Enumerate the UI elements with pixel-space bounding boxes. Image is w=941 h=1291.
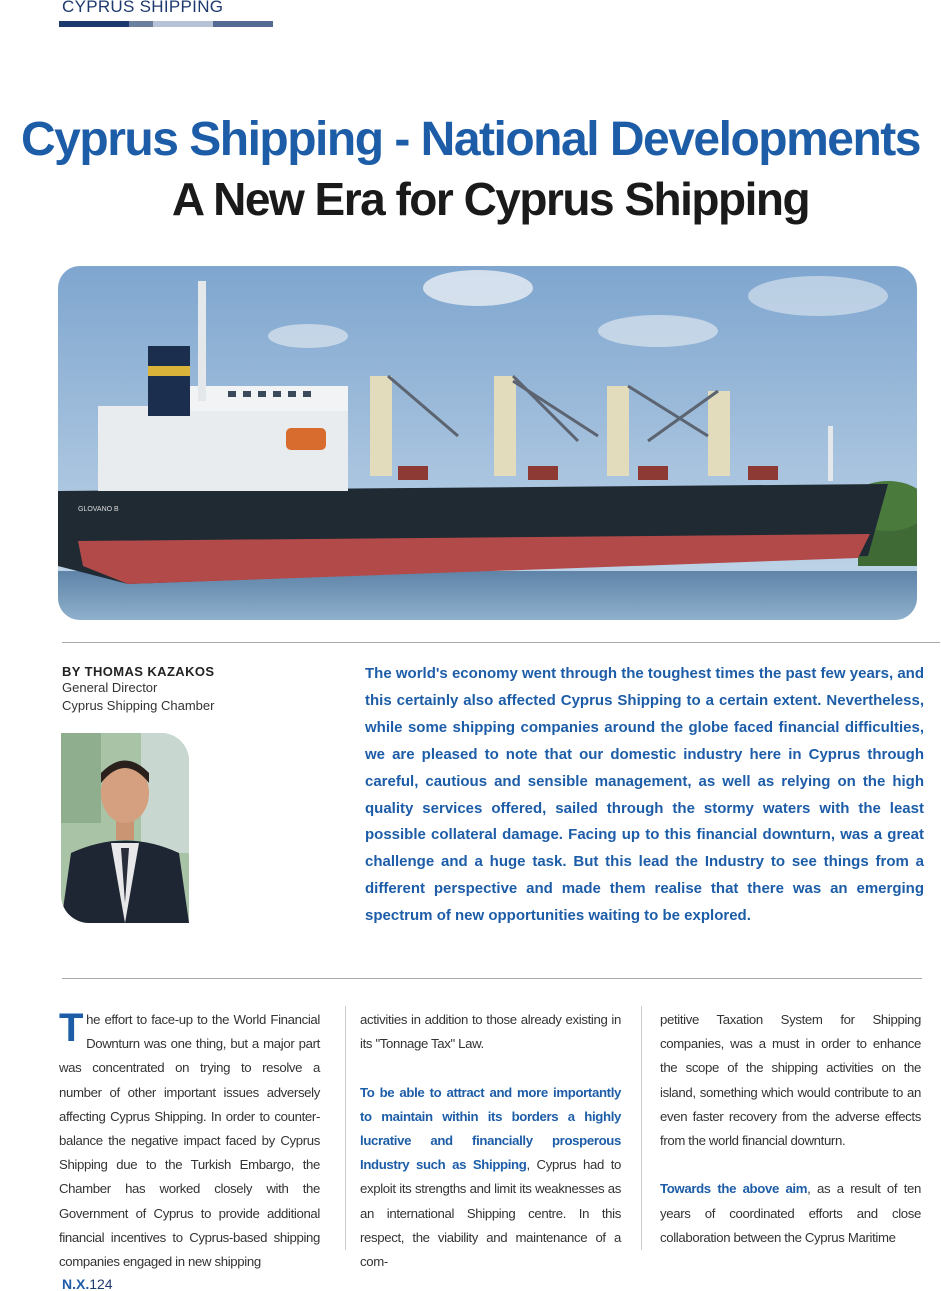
- column-3-paragraph-1: petitive Taxation System for Shipping companies, was a must in order to enhance the scope of the shipping activities on the island, something which would contribute to an even faster recovery from the adverse effects from the world financial downturn.: [660, 1012, 921, 1149]
- page-footer: [62, 1276, 113, 1291]
- body-column-2: [360, 1008, 621, 1291]
- body-divider: [62, 978, 922, 979]
- body-column-3: [660, 1008, 921, 1274]
- column-2-paragraph-1: activities in addition to those already existing in its "Tonnage Tax" Law.: [360, 1012, 621, 1052]
- section-color-bar: [59, 21, 273, 27]
- hull-name: GLOVANO B: [78, 506, 119, 513]
- section-divider: [62, 642, 940, 643]
- author-portrait: [61, 733, 189, 923]
- author-name: BY THOMAS KAZAKOS: [62, 664, 215, 679]
- author-organization: Cyprus Shipping Chamber: [62, 698, 215, 713]
- body-column-1: [59, 1008, 320, 1291]
- column-separator: [641, 1006, 642, 1250]
- paragraph-text: , Cyprus had to exploit its strengths and limit its weaknesses as an international Shipping centre. In this respect, the viability and maintenance of a com-: [360, 1157, 621, 1270]
- column-1-text: he effort to face-up to the World Financial Downturn was one thing, but a major part was concentrated on trying to resolve a number of other important issues adversely affecting Cyprus Shipping. In order to counter-balance the negative impact faced by Cyprus Shipping due to the Turkish Embargo, the Chamber has worked closely with the Government of Cyprus to provide additional financial incentives to Cyprus-based shipping companies engaged in new shipping: [59, 1012, 320, 1270]
- article-subtitle: A New Era for Cyprus Shipping: [171, 173, 810, 225]
- page-number: 124: [89, 1276, 113, 1291]
- paragraph-text: , as a result of ten years of coordinated efforts and close collaboration between the Cyprus Maritime: [660, 1181, 921, 1245]
- intro-paragraph: The world's economy went through the toughest times the past few years, and this certainly also affected Cyprus Shipping to a certain extent. Nevertheless, while some shipping companies around the globe faced financial difficulties, we are pleased to note that our domestic industry here in Cyprus through careful, cautious and sensible management, as well as relying on the high quality services offered, sailed through the stormy waters with the least possible collateral damage. Facing up to this financial downturn, was a great challenge and a huge task. But this lead the Industry to see things from a different perspective and made them realise that there was an emerging spectrum of new opportunities waiting to be explored.: [365, 665, 924, 925]
- article-title: Cyprus Shipping - National Developments: [21, 113, 920, 166]
- drop-cap: T: [59, 1006, 84, 1050]
- highlight-text: Towards the above aim: [660, 1181, 808, 1197]
- section-label: CYPRUS SHIPPING: [62, 0, 224, 16]
- highlight-text: To be able to attract and more importantly to maintain within its borders a highly lucrative and financially prosperous Industry such as Shipping: [360, 1084, 621, 1173]
- column-2-paragraph-2: [360, 1081, 621, 1275]
- column-separator: [345, 1006, 346, 1250]
- column-3-paragraph-2: [660, 1177, 921, 1250]
- ship-photo: [58, 266, 917, 620]
- publication-mark: N.X.: [62, 1276, 90, 1291]
- author-title: General Director: [62, 680, 158, 695]
